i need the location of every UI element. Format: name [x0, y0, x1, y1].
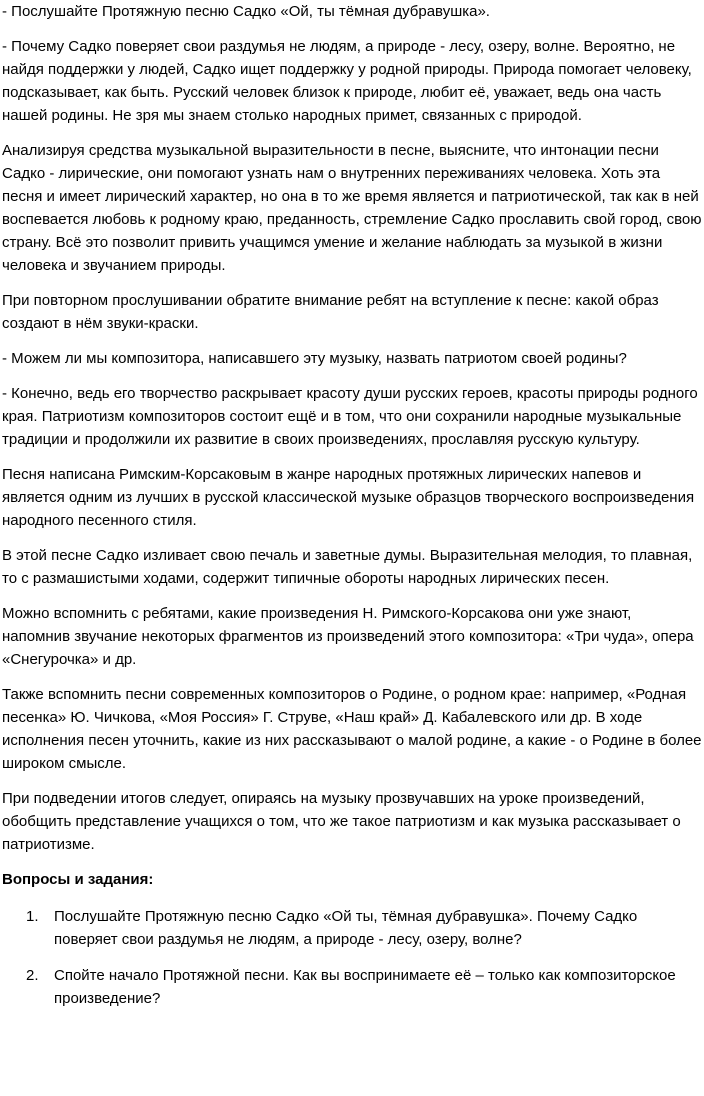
paragraph-composer-question: - Можем ли мы композитора, написавшего эту музыку, назвать патриотом своей родины?: [2, 350, 627, 367]
question-text: Спойте начало Протяжной песни. Как вы воспринимаете её – только как композиторское произведение?: [54, 967, 676, 1007]
paragraph-second-listening: При повторном прослушивании обратите внимание ребят на вступление к песне: какой образ создают в нём звуки-краски.: [2, 292, 659, 332]
list-item: [2, 905, 702, 951]
question-text: Послушайте Протяжную песню Садко «Ой ты, тёмная дубравушка». Почему Садко поверяет свои раздумья не людям, а природе - лесу, озеру, волне?: [54, 908, 638, 948]
paragraph-genre: Песня написана Римским-Корсаковым в жанре народных протяжных лирических напевов и является одним из лучших в русской классической музыке образцов творческого воспроизведения народного песенного стиля.: [2, 466, 695, 529]
paragraph-modern-songs: Также вспомнить песни современных композиторов о Родине, о родном крае: например, «Родная песенка» Ю. Чичкова, «Моя Россия» Г. Струве, «Наш край» Д. Кабалевского или др. В ходе исполнения песен уточнить, какие из них рассказывают о малой родине, а какие - о Родине в более широком смысле.: [2, 686, 702, 772]
list-item: [2, 964, 702, 1010]
question-number: 2.: [26, 967, 39, 984]
questions-list: [2, 905, 702, 1010]
paragraph-composer-answer: - Конечно, ведь его творчество раскрывает красоту души русских героев, красоты природы родного края. Патриотизм композиторов состоит ещё и в том, что они сохранили народные музыкальные традиции и продолжили их развитие в своих произведениях, прославляя русскую культуру.: [2, 385, 698, 448]
paragraph-analysis: Анализируя средства музыкальной выразительности в песне, выясните, что интонации песни Садко - лирические, они помогают узнать нам о внутренних переживаниях человека. Хоть эта песня и имеет лирический характер, но она в то же время является и патриотической, так как в ней воспевается любовь к родному краю, преданность, стремление Садко прославить свой город, свою страну. Всё это позволит привить учащимся умение и желание наблюдать за музыкой в жизни человека и звучанием природы.: [2, 142, 702, 274]
paragraph-summary: При подведении итогов следует, опираясь на музыку прозвучавших на уроке произведений, обобщить представление учащихся о том, что же такое патриотизм и как музыка рассказывает о патриотизме.: [2, 790, 681, 853]
question-number: 1.: [26, 908, 39, 925]
paragraph-melody: В этой песне Садко изливает свою печаль и заветные думы. Выразительная мелодия, то плавная, то с размашистыми ходами, содержит типичные обороты народных лирических песен.: [2, 547, 693, 587]
paragraph-nature-reflection: - Почему Садко поверяет свои раздумья не людям, а природе - лесу, озеру, волне. Вероятно, не найдя поддержки у людей, Садко ищет поддержку у родной природы. Природа помогает человеку, подсказывает, как быть. Русский человек близок к природе, любит её, уважает, ведь она часть нашей родины. Не зря мы знаем столько народных примет, связанных с природой.: [2, 38, 692, 124]
paragraph-other-works: Можно вспомнить с ребятами, какие произведения Н. Римского-Корсакова они уже знают, напомнив звучание некоторых фрагментов из произведений этого композитора: «Три чуда», опера «Снегурочка» и др.: [2, 605, 694, 668]
questions-heading: Вопросы и задания:: [2, 871, 154, 888]
paragraph-listen-instruction: - Послушайте Протяжную песню Садко «Ой, ты тёмная дубравушка».: [2, 3, 490, 20]
